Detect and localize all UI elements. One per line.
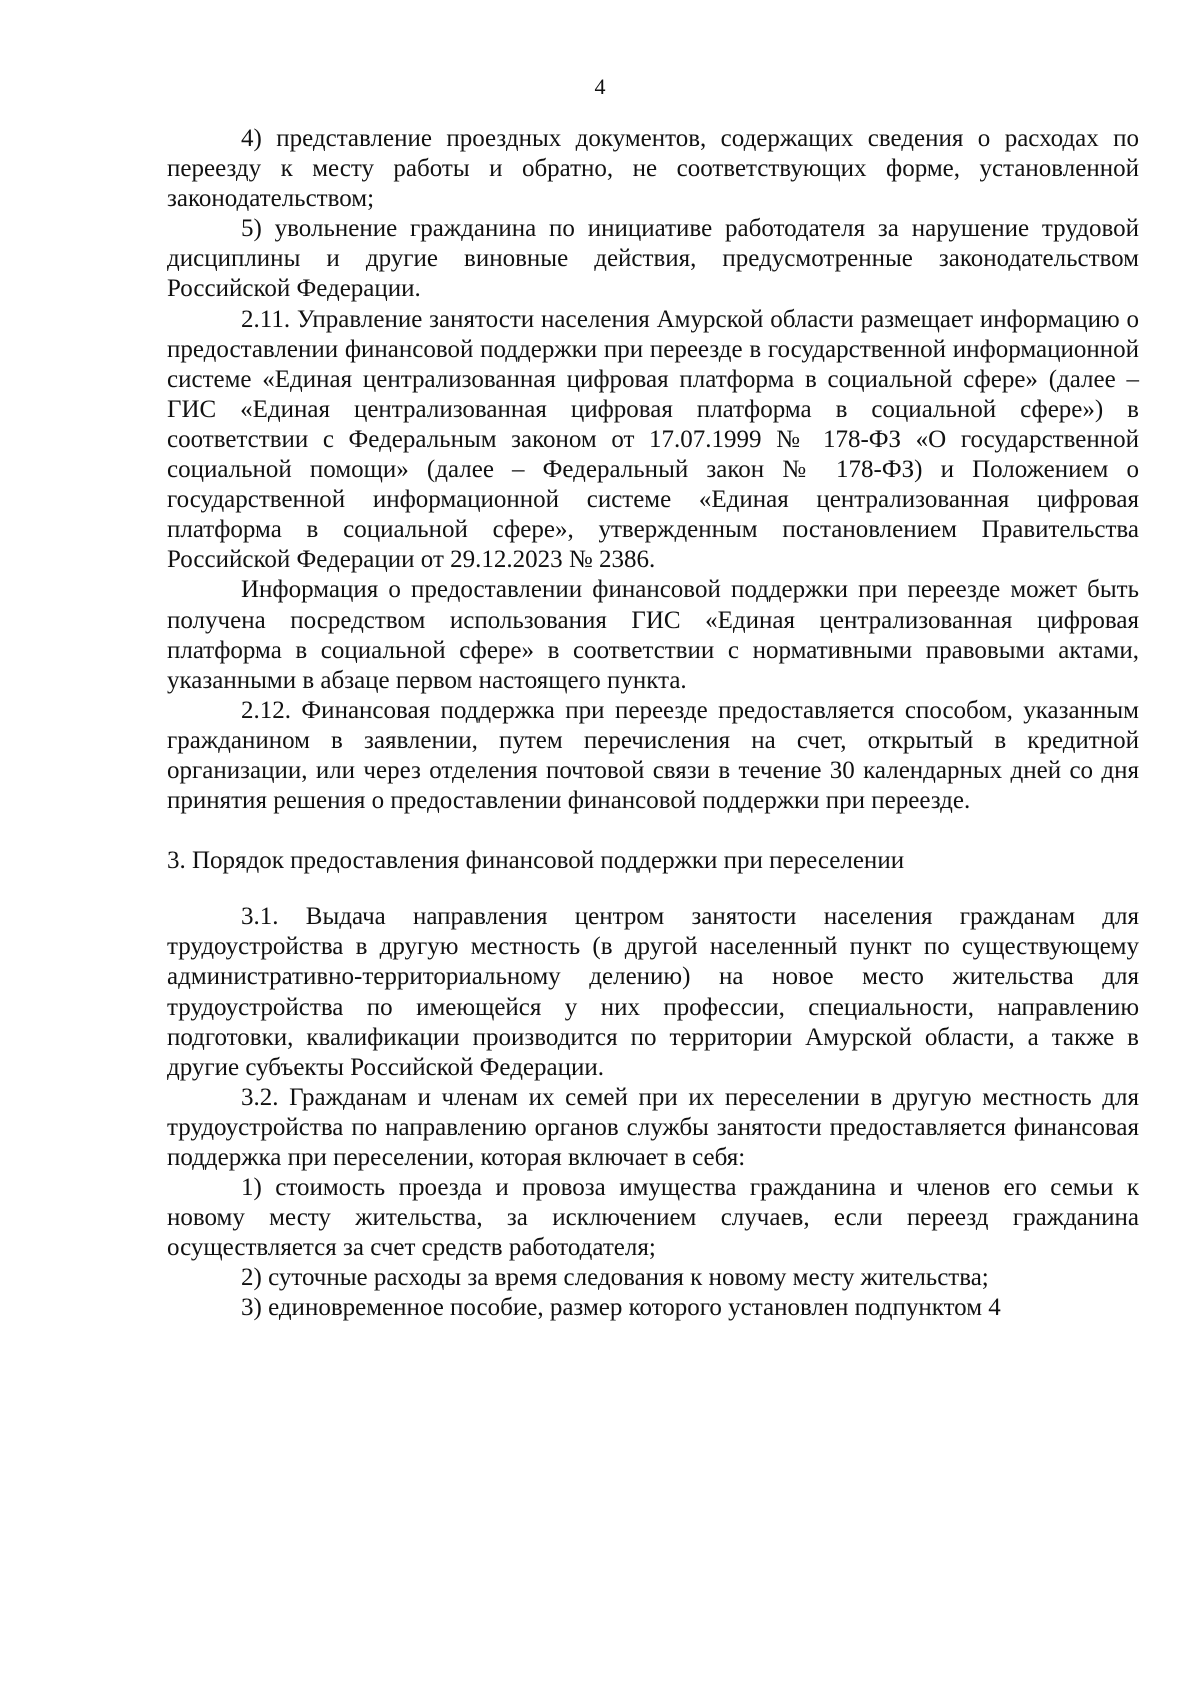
paragraph-2-11: 2.11. Управление занятости населения Амурской области размещает информацию о предоставлении финансовой поддержки при переезде в государственной информационной системе «Единая централизованная цифровая платформа в социальной сфере» (далее – ГИС «Единая централизованная цифровая платформа в социальной сфере») в соответствии с Федеральным законом от 17.07.1999 № 178-ФЗ «О государственной социальной помощи» (далее – Федеральный закон № 178-ФЗ) и Положением о государственной информационной системе «Единая централизованная цифровая платформа в социальной сфере», утвержденным постановлением Правительства Российской Федерации от 29.12.2023 № 2386. [167,305,1139,574]
paragraph-item-5: 5) увольнение гражданина по инициативе работодателя за нарушение трудовой дисциплины и другие виновные действия, предусмотренные законодательством Российской Федерации. [167,215,1139,303]
paragraph-3-2: 3.2. Гражданам и членам их семей при их переселении в другую местность для трудоустройства по направлению органов службы занятости предоставляется финансовая поддержка при переселении, которая включает в себя: [167,1083,1139,1171]
paragraph-3-2-item-1: 1) стоимость проезда и провоза имущества гражданина и членов его семьи к новому месту жительства, за исключением случаев, если переезд гражданина осуществляется за счет средств работодателя; [167,1174,1139,1262]
page-number: 4 [594,74,606,99]
paragraph-3-1: 3.1. Выдача направления центром занятости населения гражданам для трудоустройства в другую местность (в другой населенный пункт по существующему административно-территориальному делению) на новое место жительства для трудоустройства по имеющейся у них профессии, специальности, направлению подготовки, квалификации производится по территории Амурской области, а также в другие субъекты Российской Федерации. [167,903,1139,1081]
paragraph-item-4: 4) представление проездных документов, содержащих сведения о расходах по переезду к месту работы и обратно, не соответствующих форме, установленной законодательством; [167,125,1139,213]
document-body [167,124,1139,1324]
paragraph-2-12: 2.12. Финансовая поддержка при переезде предоставляется способом, указанным гражданином в заявлении, путем перечисления на счет, открытый в кредитной организации, или через отделения почтовой связи в течение 30 календарных дней со дня принятия решения о предоставлении финансовой поддержки при переезде. [167,696,1139,815]
paragraph-3-2-item-2: 2) суточные расходы за время следования к новому месту жительства; [241,1264,989,1292]
paragraph-2-11-info: Информация о предоставлении финансовой поддержки при переезде может быть получена посредством использования ГИС «Единая централизованная цифровая платформа в социальной сфере» в соответствии с нормативными правовыми актами, указанными в абзаце первом настоящего пункта. [167,576,1139,694]
section-title: 3. Порядок предоставления финансовой поддержки при переселении [167,847,905,875]
paragraph-3-2-item-3: 3) единовременное пособие, размер которого установлен подпунктом 4 [241,1294,1001,1322]
